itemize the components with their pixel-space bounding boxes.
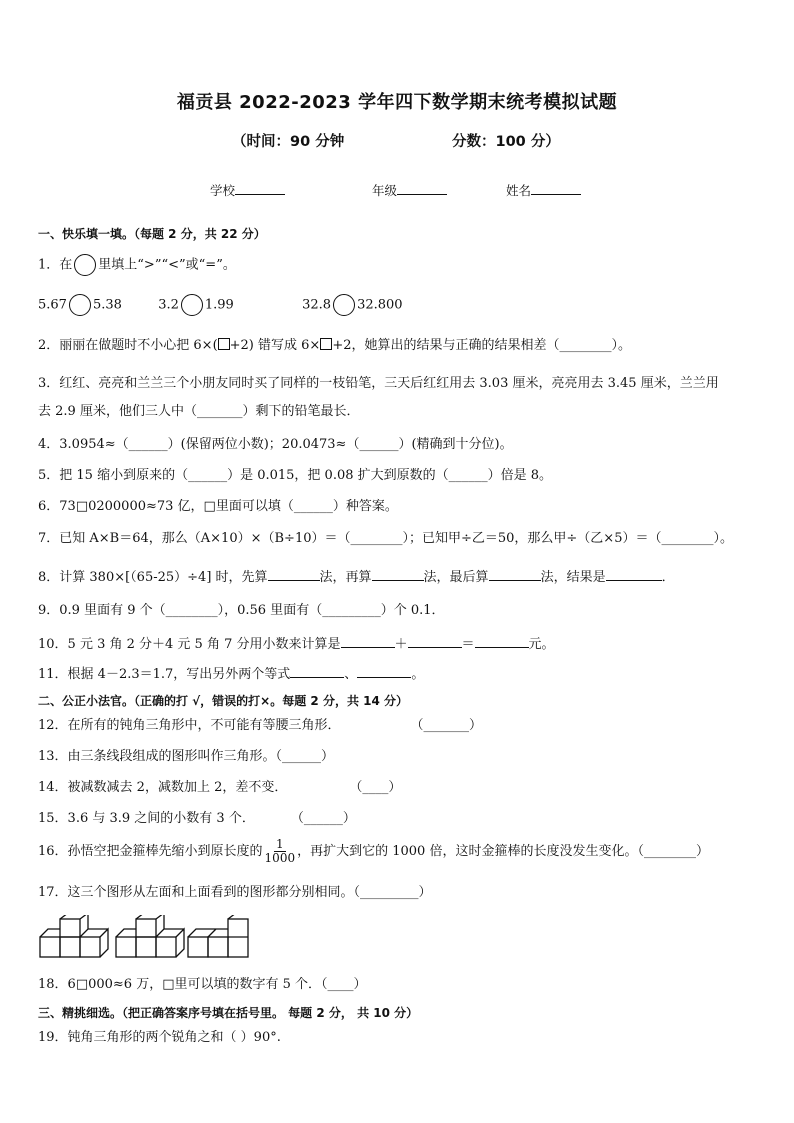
compare-2-left: 3.2 [158,297,179,313]
compare-2-circle[interactable] [181,294,203,316]
exam-time: （时间：90 分钟 [232,134,345,150]
fraction-denominator: 1000 [264,851,296,866]
question-8 [38,567,675,587]
question-19: 19．钝角三角形的两个锐角之和（ ）90°. [38,1030,281,1045]
q16-part-b: ，再扩大到它的 1000 倍，这时金箍棒的长度没发生变化。（________） [297,844,709,860]
question-11 [38,664,424,684]
q14-answer[interactable]: （____） [349,780,402,795]
question-16 [38,838,709,865]
q11-part-a: 11．根据 4－2.3＝1.7，写出另外两个等式 [38,667,291,682]
question-1 [38,254,236,276]
q8-blank-1[interactable] [268,567,320,581]
q8-part-a: 8．计算 380×[（65-25）÷4] 时，先算 [38,570,268,585]
q15-text: 15．3.6 与 3.9 之间的小数有 3 个． [38,811,255,826]
compare-1-right: 5.38 [92,297,122,313]
fraction [265,838,296,865]
grade-label: 年级 [372,183,398,198]
q2-part-a: 2．丽丽在做题时不小心把 6×( [38,338,218,353]
cube-figure-3 [188,915,253,957]
q8-part-b: 法，再算 [319,570,372,585]
question-10 [38,634,555,654]
compare-1-left: 5.67 [38,297,67,313]
question-2 [38,337,631,355]
blank-box [218,338,230,350]
blank-box [320,338,332,350]
question-4: 4．3.0954≈（______）(保留两位小数)；20.0473≈（______）(精确到十分位)。 [38,437,513,452]
q2-part-c: +2，她算出的结果与正确的结果相差（________）。 [332,338,631,353]
q8-part-d: 法，结果是 [540,570,606,585]
section-2-heading: 二、公正小法官。（正确的打 √，错误的打×。每题 2 分，共 14 分） [38,694,408,708]
cube-figure-1 [40,915,108,957]
q10-blank-1[interactable] [341,634,395,648]
q8-part-e: ． [661,570,675,585]
q10-blank-2[interactable] [408,634,462,648]
q8-part-c: 法，最后算 [423,570,489,585]
exam-score: 分数：100 分） [452,134,560,150]
q16-part-a: 16．孙悟空把金箍棒先缩小到原长度的 [38,844,263,860]
section-1-heading: 一、快乐填一填。（每题 2 分，共 22 分） [38,227,266,241]
q11-blank-2[interactable] [357,664,411,678]
question-3-line-1: 3．红红、亮亮和兰兰三个小朋友同时买了同样的一枝铅笔，三天后红红用去 3.03 厘米，亮亮用去 3.45 厘米，兰兰用 [38,376,719,391]
q12-text: 12．在所有的钝角三角形中，不可能有等腰三角形． [38,718,341,733]
fraction-numerator: 1 [276,837,284,851]
question-15 [38,810,356,828]
q11-separator: 、 [344,667,358,682]
grade-blank[interactable] [397,182,447,195]
q8-blank-4[interactable] [606,567,662,581]
compare-3-circle[interactable] [333,294,355,316]
question-14 [38,779,401,797]
q10-part-a: 10．5 元 3 角 2 分＋4 元 5 角 7 分用小数来计算是 [38,637,341,652]
cube-figure-2 [116,915,184,957]
q2-part-b: +2) 错写成 6× [229,338,321,353]
q10-unit: 元。 [528,637,555,652]
cube-figures [38,915,253,965]
page-title: 福贡县 2022-2023 学年四下数学期末统考模拟试题 [176,92,618,113]
name-blank[interactable] [531,182,581,195]
question-5: 5．把 15 缩小到原来的（______）是 0.015，把 0.08 扩大到原数的（______）倍是 8。 [38,468,553,483]
question-12 [38,717,482,735]
compare-1-circle[interactable] [69,294,91,316]
question-9: 9．0.9 里面有 9 个（________），0.56 里面有（_________）个 0.1． [38,603,445,618]
q8-blank-3[interactable] [489,567,541,581]
name-label: 姓名 [506,183,532,198]
q10-blank-3[interactable] [475,634,529,648]
compare-2-right: 1.99 [204,297,234,313]
section-3-heading: 三、精挑细选。（把正确答案序号填在括号里。 每题 2 分， 共 10 分） [38,1006,419,1020]
school-field [210,181,285,199]
question-3-line-2: 去 2.9 厘米，他们三人中（_______）剩下的铅笔最长． [38,404,360,419]
q11-blank-1[interactable] [290,664,344,678]
name-field [506,181,581,199]
compare-circle [74,254,96,276]
question-17: 17．这三个图形从左面和上面看到的图形都分别相同。（_________） [38,885,432,900]
compare-3-left: 32.8 [302,297,332,313]
q8-blank-2[interactable] [372,567,424,581]
question-1-items [38,294,403,316]
question-7: 7．已知 A×B＝64，那么（A×10）×（B÷10）＝（________）；已知甲÷乙＝50，那么甲÷（乙×5）＝（________）。 [38,531,733,546]
school-blank[interactable] [235,182,285,195]
q10-equals: ＝ [461,637,475,652]
q14-text: 14．被减数减去 2，减数加上 2，差不变． [38,780,288,795]
q10-plus: ＋ [394,637,408,652]
compare-3-right: 32.800 [357,297,403,313]
question-18: 18．6□000≈6 万，□里可以填的数字有 5 个．（____） [38,977,367,992]
q1-prefix: 1．在 [38,257,73,273]
question-6: 6．73□0200000≈73 亿，□里面可以填（______）种答案。 [38,499,398,514]
q1-suffix: 里填上“>”“<”或“=”。 [98,257,236,273]
question-13: 13．由三条线段组成的图形叫作三角形。（______） [38,749,335,764]
q12-answer[interactable]: （_______） [410,718,483,733]
q15-answer[interactable]: （______） [290,811,356,826]
q11-end: 。 [411,667,425,682]
grade-field [372,181,447,199]
school-label: 学校 [210,183,236,198]
